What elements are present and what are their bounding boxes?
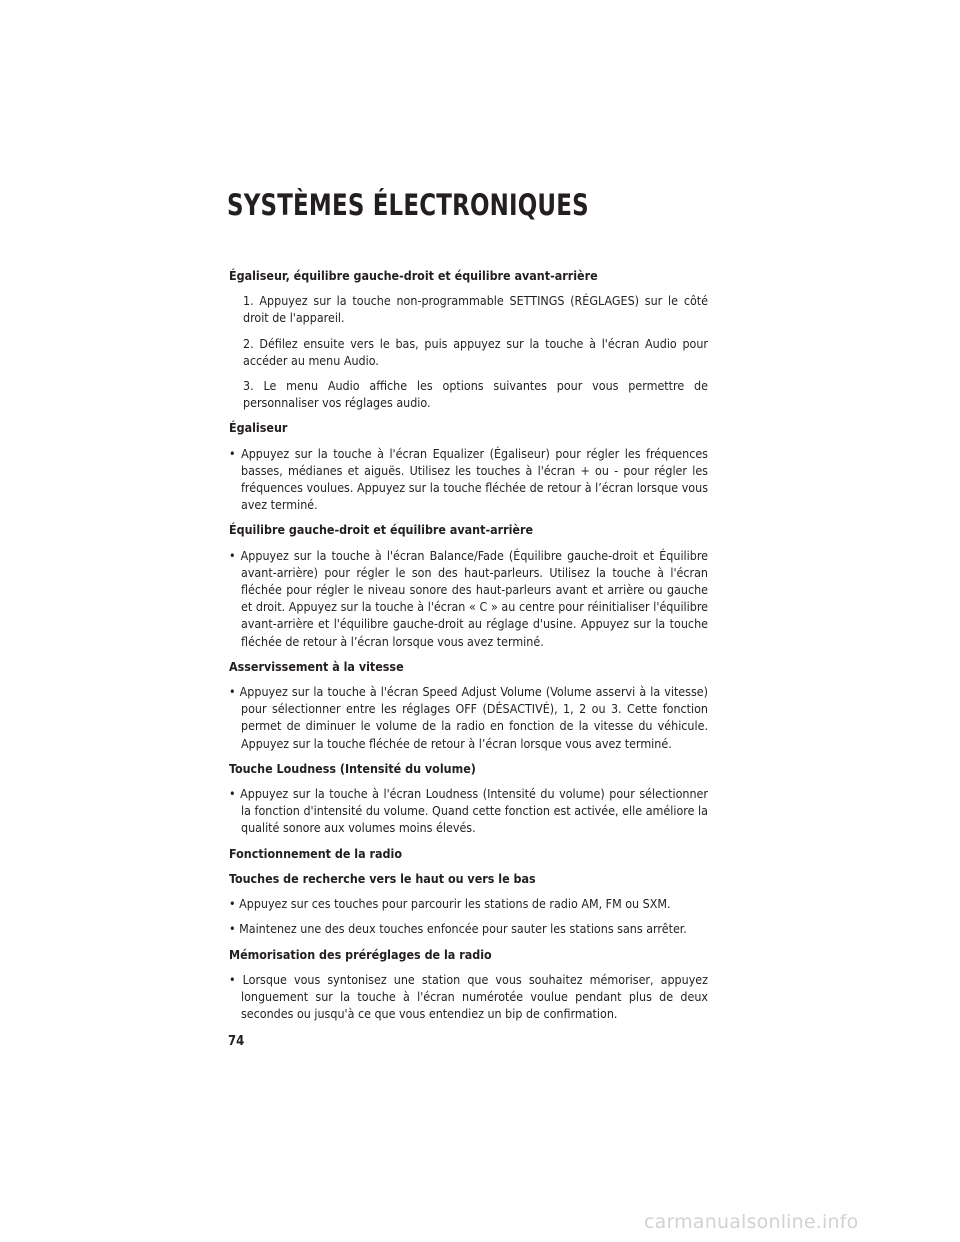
section-heading: Égaliseur, équilibre gauche-droit et équilibre avant-arrière [229,268,598,283]
list-item: • Appuyez sur la touche à l'écran Speed Adjust Volume (Volume asservi à la vitesse) pour sélectionner entre les réglages OFF (DÉSACTIVÉ), 1, 2 ou 3. Cette fonction permet de diminuer le volume de la radio en fonction de la vitesse du véhicule. Appuyez sur la touche fléchée de retour à l’écran lorsque vous avez terminé. [229,684,708,751]
list-item: • Appuyez sur la touche à l'écran Loudness (Intensité du volume) pour sélectionner la fonction d'intensité du volume. Quand cette fonction est activée, elle améliore la qualité sonore aux volumes moins élevés. [229,786,708,836]
section-heading: Touche Loudness (Intensité du volume) [229,760,476,776]
list-item: 3. Le menu Audio affiche les options suivantes pour vous permettre de personnaliser vos réglages audio. [243,378,708,411]
page-number: 74 [228,1034,245,1049]
list-item: 2. Défilez ensuite vers le bas, puis appuyez sur la touche à l'écran Audio pour accéder au menu Audio. [243,335,708,368]
section-heading: Mémorisation des préréglages de la radio [229,946,492,962]
list-item: • Appuyez sur ces touches pour parcourir les stations de radio AM, FM ou SXM. [229,896,671,912]
list-item: • Appuyez sur la touche à l'écran Equalizer (Égaliseur) pour régler les fréquences basses, médianes et aiguës. Utilisez les touches à l'écran + ou - pour régler les fréquences voulues. Appuyez sur la touche fléchée de retour à l’écran lorsque vous avez terminé. [229,445,708,513]
section-heading: Touches de recherche vers le haut ou vers le bas [229,870,536,886]
watermark: carmanualsonline.info [644,1211,859,1233]
section-heading: Égaliseur [229,420,288,436]
list-item: • Maintenez une des deux touches enfoncée pour sauter les stations sans arrêter. [229,921,687,937]
page-content [229,267,708,1030]
list-item: • Lorsque vous syntonisez une station que vous souhaitez mémoriser, appuyez longuement sur la touche à l'écran numérotée voulue pendant plus de deux secondes ou jusqu'à ce que vous entendiez un bip de confirmation. [229,971,708,1022]
section-heading: Asservissement à la vitesse [229,658,404,674]
section-heading: Fonctionnement de la radio [229,845,403,861]
section-heading: Équilibre gauche-droit et équilibre avant-arrière [229,522,534,538]
page-title: SYSTÈMES ÉLECTRONIQUES [227,188,589,222]
list-item: 1. Appuyez sur la touche non-programmable SETTINGS (RÉGLAGES) sur le côté droit de l'appareil. [243,293,708,326]
list-item: • Appuyez sur la touche à l'écran Balance/Fade (Équilibre gauche-droit et Équilibre avant-arrière) pour régler le son des haut-parleurs. Utilisez la touche à l'écran fléchée pour régler le niveau sonore des haut-parleurs avant et arrière ou gauche et droit. Appuyez sur la touche à l'écran « C » au centre pour réinitialiser l'équilibre avant-arrière et l'équilibre gauche-droit au réglage d'usine. Appuyez sur la touche fléchée de retour à l’écran lorsque vous avez terminé. [229,547,708,649]
